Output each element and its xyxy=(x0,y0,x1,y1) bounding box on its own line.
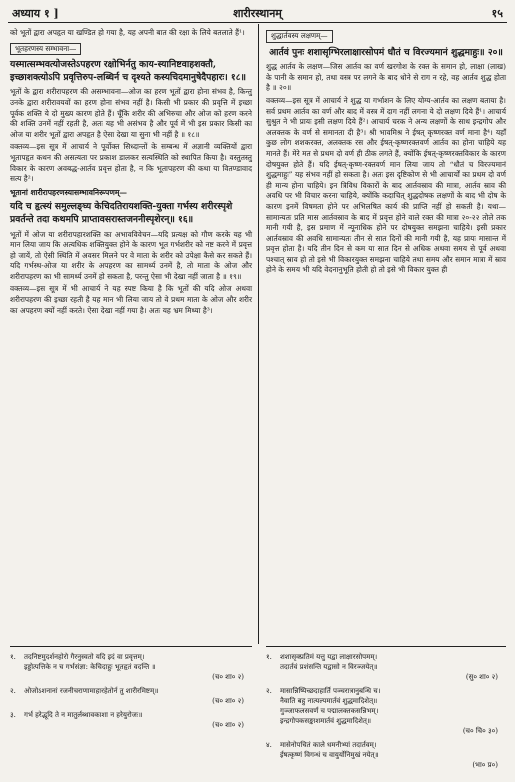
footnote xyxy=(266,652,506,682)
page-title: शारीरस्थानम् xyxy=(233,7,282,20)
footnote-number: १. xyxy=(10,653,16,661)
page-number: १५ xyxy=(491,7,503,20)
paragraph-commentary-19: वक्तव्य—इस सूत्र में भी आचार्य ने यह स्पष्ट किया है कि भूतों की यदि ओज अथवा शरीरापहरण की इच्छा रहती है यह मान भी लिया जाय तो वे प्रथम माता के ओज और शरीर का अपहरण क्यों नहीं करते। ऐसा देखा नहीं गया है। अतः यह भ्रम मिथ्या है³। xyxy=(10,284,252,315)
footnote xyxy=(10,652,252,682)
footnote-reference: (च० शा० २) xyxy=(212,721,244,729)
footnote-rule-right xyxy=(266,646,506,647)
footnote-line: मासान्निष्पिच्छदाहार्ति पञ्चरात्रानुबन्धि च। xyxy=(280,687,381,695)
footnote-number: २. xyxy=(266,687,272,695)
footnote-number: ४. xyxy=(266,741,272,749)
footnote-reference: (सु० शा० २) xyxy=(465,673,498,681)
running-header xyxy=(8,6,507,22)
sanskrit-verse-19: यदि च हृत्स्यं समुल्लङ्घ्य केचिदतिरायशक्ति-युक्ता गर्भस्य शरीरस्पृशे प्रवर्तन्ते तदा कथमपि प्राप्तावसरास्तजननीस्पृशेरन्॥ १६॥ xyxy=(10,201,233,225)
footnote-reference: (च० शा० २) xyxy=(212,697,244,705)
paragraph-commentary-18: वक्तव्य—इस सूत्र में आचार्य ने पूर्वोक्त सिध्दान्तों के सम्बन्ध में अज्ञानी व्यक्तियों द्वारा भूतापहृत कथन की असत्यता पर प्रकाश डालकर सत्यस्थिति को स्थापित किया है। वस्तुतस्तु विकार के कारण अवबद्ध-आर्तव प्रवृत्त होता है, न कि भूतापहरण की कथा या वितण्डावाद सत्य है²। xyxy=(10,142,252,184)
footnote-rule-left xyxy=(10,646,252,647)
intro-paragraph: को भूतों द्वारा अपहृत या खण्डित हो गया है, यह अपनी बात की रक्षा के लिये बतलाते हैं¹। xyxy=(10,28,245,37)
footnote-line: नैवाति बहु नात्यल्पमार्तवं शुद्धमादिशेत्॥ xyxy=(280,697,378,705)
footnote-reference: (च० शा० २) xyxy=(212,673,244,681)
footnote-line: ओजोऽशनानां रजनीचराणामाहारहेतोर्न तु शारीरमिष्टम्॥ xyxy=(24,687,159,695)
footnote-number: २. xyxy=(10,687,16,695)
section-heading-boxed: भूतहरणस्य सम्भावना— xyxy=(10,43,81,56)
section-heading-boxed: शुद्धार्तवस्य लक्षणम्— xyxy=(266,30,333,43)
footnote-line: गर्भ हरेद्भूदि ते न मातुर्लब्धावकाशा न हरेयुरोजः॥ xyxy=(24,711,143,719)
footnote-line: ईषत्कृष्णं विगन्धं च वायुर्योनिमुखं नयेत्॥ xyxy=(280,751,379,759)
section-heading: भूतानां शारीरापहरणस्यासम्भावनिरूपणम्— xyxy=(10,187,127,197)
footnote-number: ३. xyxy=(10,711,16,719)
paragraph-explanation-20: शुद्ध आर्तव के लक्षण—जिस आर्तव का वर्ण खरगोश के रक्त के समान हो, लाक्षा (लाख) के पानी के समान हो, तथा वस्त्र पर लगने के बाद धोने से राग न रहे, वह आर्तव शुद्ध होता है ॥ २०॥ xyxy=(266,62,506,93)
footnote-line: तदार्तवं प्रशंसन्ति यद्वासो न विरञ्जयेत्॥ xyxy=(280,663,378,671)
footnote-line: मासेनोपचितं काले धमनीभ्यां तदार्तवम्। xyxy=(280,741,377,749)
footnotes-right xyxy=(266,652,506,774)
sanskrit-verse-18: यस्मात्सम्भवत्योजस्तेऽपहरण रक्षोभिर्नतु काय-स्यानिष्टवाहशक्तौ, इच्छाशक्त्योऽपि प्रवृत्तिरुप-लब्धिर्न च दृश्यते कस्यचिदमानुषेदैपहारः। १८॥ xyxy=(10,59,246,83)
footnote-line: इन्द्रगोपकसङ्काशमार्तवं शुद्धमादिशेत्॥ xyxy=(280,717,372,725)
footnote xyxy=(10,710,252,730)
footnote-reference: (च० चि० ३०) xyxy=(462,727,498,735)
footnote-line: शशासृक्प्रतिमं यत्तु यद्वा लाक्षारसोपमम्। xyxy=(280,653,378,661)
footnotes-left xyxy=(10,652,252,734)
left-column xyxy=(10,28,252,318)
footnote-number: १. xyxy=(266,653,272,661)
footnote xyxy=(10,686,252,706)
footnote-line: इड्डोत्पत्तिके न च गर्भसंज्ञा: केचिदाहुः भूतहृतं वदन्ति ॥ xyxy=(24,663,156,671)
footnote xyxy=(266,686,506,736)
header-rule xyxy=(8,22,507,23)
chapter-label: अध्याय १ ] xyxy=(12,7,59,20)
footnote-reference: (भा० प्र०) xyxy=(472,761,498,769)
paragraph-commentary-20: वक्तव्य—इस सूत्र में आचार्य ने शुद्ध या गर्भाशन के लिए योग्य-आर्तव का लक्षण बताया है। सर्व प्रथम आर्तव का वर्ण और बाद में वस्त्र में दाग नहीं लगना ये दो लक्षण दिये हैं¹। आचार्य सुश्रुत ने भी प्रायः इसी लक्षण दिये हैं²। आचार्य चरक ने अन्य लक्षणों के साथ इन्द्रगोप और अलक्तक के वर्ण से समानता दी है³। श्री भावमिश्र ने ईषत् कृष्णरक्त वर्ण माना है⁴। यहाँ कुछ लोग शशकरक्त, अलक्तक रस और ईषत्-कृष्णरक्तवर्ण आर्तव का होना चाहिये यह मानते हैं। मेरे मत से प्रथम दो वर्ण ही ठीक लगते हैं, क्योंकि ईषत्-कृष्णरक्तविकार के कारण दोषयुक्त होते हैं। यदि ईषत्-कृष्ण-रक्तवर्ण मान लिया जाय तो “धौतं च विरज्यमानं शुद्धमाहुः” यह संभव नहीं हो सकता है। अतः इस दृष्टिकोण से भी आचार्यों का प्रथम दो वर्ण ही मान्य होना चाहिये। इन त्रिविध विकारों के बाद आर्तवस्राव की मात्रा, आर्तव स्राव की अवधि पर भी विचार करना चाहिये, क्योंकि कदाचित् शुद्धदोषक लक्षणों के बाद भी दोष के कारण इनमें विषमता होने पर अभिलषित कार्य की प्राप्ति नहीं हो सकती है। यथा—सामान्यतः प्रति मास आर्तवस्राव के बाद में प्रवृत्त होने वाले रक्त की मात्रा २०-२२ तोले तक मानी गयी है, इस प्रमाण में न्यूनाधिक होने पर दोषयुक्त समझना चाहिये। इसी प्रकार आर्तवस्राव की अवधि सामान्यतः तीन से सात दिनों की मानी गयी है, यह प्रायः मासान्त में प्रवृत्त होता है। यदि तीन दिन से कम या सात दिन से अधिक अथवा समय से पूर्व अथवा पश्चात् स्राव हो तो इसे भी विकारयुक्त समझना चाहिये तथा समय और समान मात्रा में स्राव होने के समय भी यदि वेदनानुभूति होती हो तो इसे भी विकार युक्त ही xyxy=(266,95,506,275)
sanskrit-verse-20: आर्तवं पुनः शशासृग्भिरलाक्षारसोपमं धौतं च विरज्यमानं शुद्धमाहुः॥ २०॥ xyxy=(269,46,503,58)
paragraph-explanation-18: भूतों के द्वारा शरीरापहरण की असम्भावना—ओज का हरण भूतों द्वारा होना संभव है, किन्तु उनके द्वारा शरीरावयवों का हरण होना संभव नहीं है। किसी भी प्रकार की प्रवृत्ति में इच्छा पूर्वक शक्ति ये दो मुख्य कारण होते हैं। चूँकि शरीर की अभिरुचा और ओज को हरण करने की शक्ति उनमें नहीं रहती है, अतः यह भी असंभव है और पूर्व में भी इस प्रकार किसी का ओज या शरीर भूतों द्वारा अपहृत है ऐसा देखा या सुना भी नहीं है ॥ १८॥ xyxy=(10,87,252,139)
footnote xyxy=(266,740,506,770)
right-column xyxy=(266,28,506,278)
footnote-line: गुञ्जाफलसवर्णं च पद्मालक्तकसन्निभम्। xyxy=(280,707,379,715)
paragraph-explanation-19: भूतों में ओज या शरीरापहारशक्ति का अभावविवेचन—यदि प्रत्यक्ष को गौण करके यह भी मान लिया जाय कि अत्यधिक शक्तियुक्त होने के कारण भूत गर्भशरीर को नष्ट करने में प्रवृत्त हो जायें, तो ऐसी स्थिति में अवसर मिलने पर वे माता के शरीर को उपेक्षा कैसे कर सकते हैं। यदि गर्भस्थ-ओज या शरीर के अपहरण का सामर्थ्य उनमें है, तो माता के ओज और शरीरापहरण का भी सामर्थ्य उनमें हो सकता है, परन्तु ऐसा भी देखा नहीं जाता है ॥ १९॥ xyxy=(10,229,252,281)
footnote-line: तदनिष्टमुदर्शनहोरो गैरनुस्वतो यदि इदं वा प्रवृत्तम्। xyxy=(24,653,145,661)
column-divider xyxy=(258,24,259,644)
